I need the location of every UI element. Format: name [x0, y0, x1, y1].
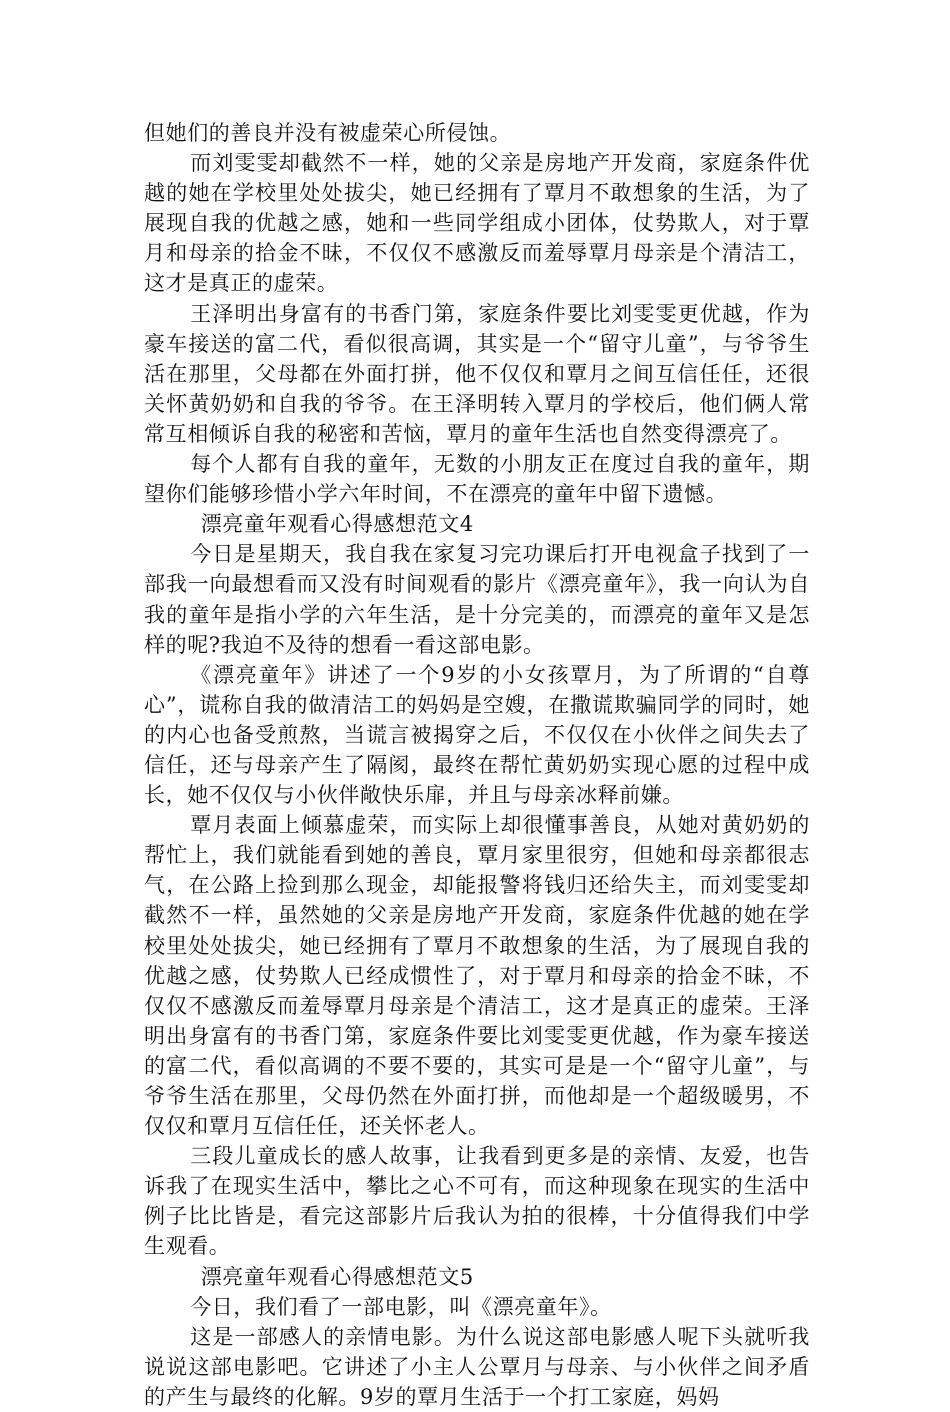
document-body	[144, 118, 810, 1412]
paragraph: 三段儿童成长的感人故事，让我看到更多是的亲情、友爱，也告诉我了在现实生活中，攀比之心不可有，而这种现象在现实的生活中例子比比皆是，看完这部影片后我认为拍的很棒，十分值得我们中学生观看。	[144, 1144, 810, 1259]
paragraph: 这是一部感人的亲情电影。为什么说这部电影感人呢下头就听我说说这部电影吧。它讲述了小主人公覃月与母亲、与小伙伴之间矛盾的产生与最终的化解。9岁的覃月生活于一个打工家庭，妈妈	[144, 1324, 810, 1409]
paragraph: 王泽明出身富有的书香门第，家庭条件要比刘雯雯更优越，作为豪车接送的富二代，看似很高调，其实是一个“留守儿童”，与爷爷生活在那里，父母都在外面打拼，他不仅仅和覃月之间互信任任，还很关怀黄奶奶和自我的爷爷。在王泽明转入覃月的学校后，他们俩人常常互相倾诉自我的秘密和苦恼，覃月的童年生活也自然变得漂亮了。	[144, 301, 810, 446]
paragraph: 而刘雯雯却截然不一样，她的父亲是房地产开发商，家庭条件优越的她在学校里处处拔尖，她已经拥有了覃月不敢想象的生活，为了展现自我的优越之感，她和一些同学组成小团体，仗势欺人，对于覃月和母亲的拾金不昧，不仅仅不感激反而羞辱覃月母亲是个清洁工，这才是真正的虚荣。	[144, 151, 810, 296]
section-heading: 漂亮童年观看心得感想范文4	[200, 512, 474, 537]
paragraph: 今日，我们看了一部电影，叫《漂亮童年》。	[190, 1294, 612, 1319]
paragraph: 《漂亮童年》讲述了一个9岁的小女孩覃月，为了所谓的“自尊心”，谎称自我的做清洁工的妈妈是空嫂，在撒谎欺骗同学的同时，她的内心也备受煎熬，当谎言被揭穿之后，不仅仅在小伙伴之间失去了信任，还与母亲产生了隔阂，最终在帮忙黄奶奶实现心愿的过程中成长，她不仅仅与小伙伴敞快乐扉，并且与母亲冰释前嫌。	[144, 662, 810, 808]
paragraph: 覃月表面上倾慕虚荣，而实际上却很懂事善良，从她对黄奶奶的帮忙上，我们就能看到她的善良，覃月家里很穷，但她和母亲都很志气，在公路上捡到那么现金，却能报警将钱归还给失主，而刘雯雯却截然不一样，虽然她的父亲是房地产开发商，家庭条件优越的她在学校里处处拔尖，她已经拥有了覃月不敢想象的生活，为了展现自我的优越之感，仗势欺人已经成惯性了，对于覃月和母亲的拾金不昧，不仅仅不感激反而羞辱覃月母亲是个清洁工，这才是真正的虚荣。王泽明出身富有的书香门第，家庭条件要比刘雯雯更优越，作为豪车接送的富二代，看似高调的不要不要的，其实可是是一个“留守儿童”，与爷爷生活在那里，父母仍然在外面打拼，而他却是一个超级暖男，不仅仅和覃月互信任任，还关怀老人。	[144, 813, 810, 1139]
paragraph: 今日是星期天，我自我在家复习完功课后打开电视盒子找到了一部我一向最想看而又没有时间观看的影片《漂亮童年》，我一向认为自我的童年是指小学的六年生活，是十分完美的，而漂亮的童年又是怎样的呢?我迫不及待的想看一看这部电影。	[144, 542, 810, 657]
paragraph: 但她们的善良并没有被虚荣心所侵蚀。	[144, 121, 512, 145]
section-heading: 漂亮童年观看心得感想范文5	[200, 1264, 474, 1289]
paragraph: 每个人都有自我的童年，无数的小朋友正在度过自我的童年，期望你们能够珍惜小学六年时间，不在漂亮的童年中留下遗憾。	[144, 452, 810, 507]
